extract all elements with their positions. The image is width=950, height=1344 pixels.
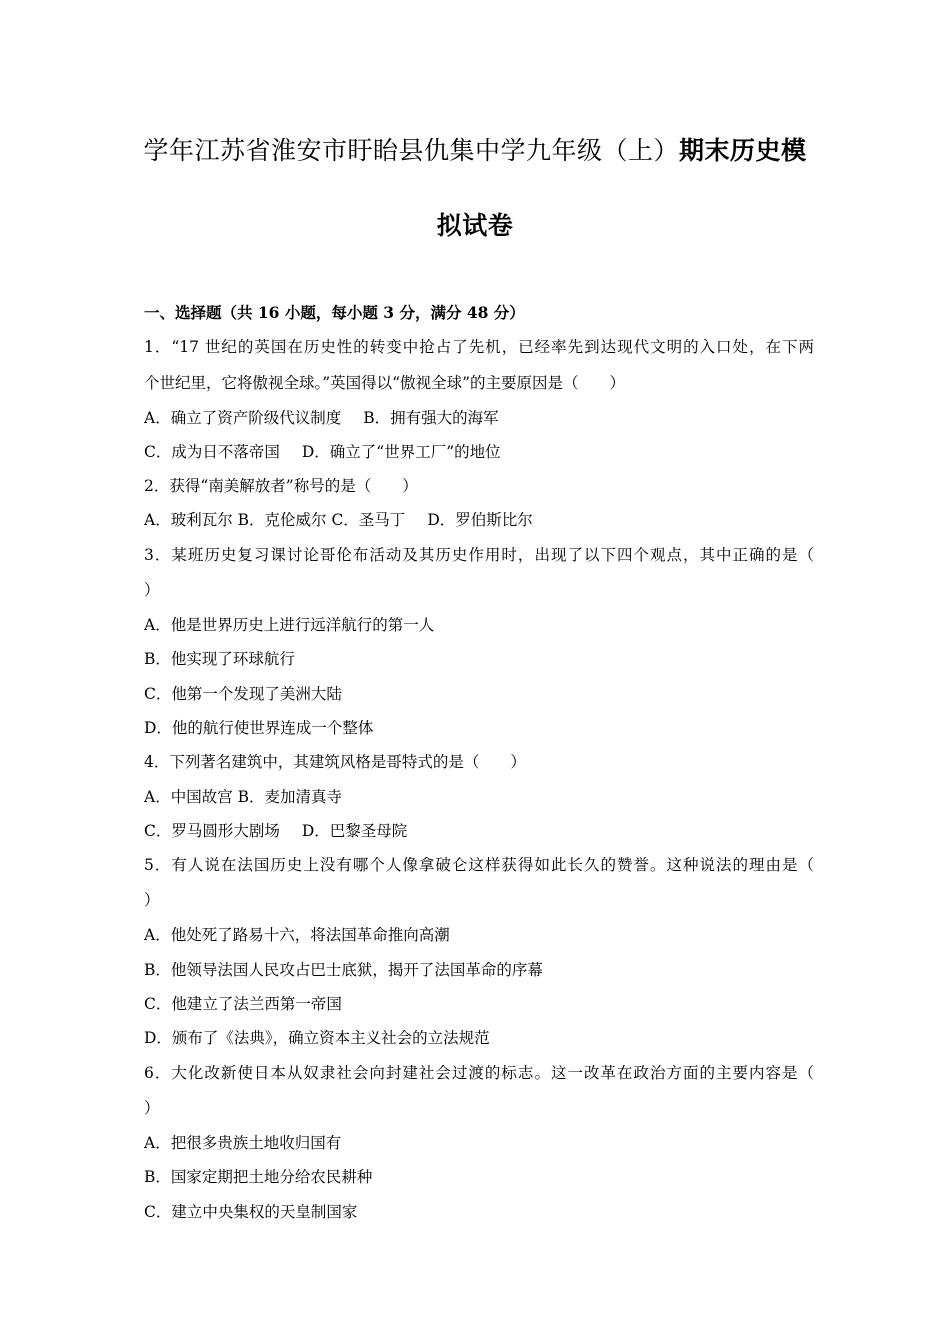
question-3-option-b: B．他实现了环球航行 <box>144 650 295 669</box>
question-5-option-c: C．他建立了法兰西第一帝国 <box>144 995 342 1014</box>
question-4-option-d: D．巴黎圣母院 <box>301 821 408 840</box>
question-3-stem-line-1: 3．某班历史复习课讨论哥伦布活动及其历史作用时，出现了以下四个观点，其中正确的是（ <box>144 545 814 564</box>
question-2-option-d: D．罗伯斯比尔 <box>427 511 533 530</box>
question-1-option-c: C．成为日不落帝国 <box>144 442 280 461</box>
question-1-option-d: D．确立了“世界工厂”的地位 <box>301 442 501 461</box>
question-3-stem-line-2: ） <box>144 581 160 600</box>
question-2-options-abc: A．玻利瓦尔 B．克伦威尔 C．圣马丁 <box>144 511 406 530</box>
question-2-stem: 2．获得“南美解放者”称号的是（ ） <box>144 477 418 496</box>
question-1-stem-line-1: 1．“17 世纪的英国在历史性的转变中抢占了先机，已经率先到达现代文明的入口处，在下两 <box>144 338 814 357</box>
question-5-option-d: D．颁布了《法典》，确立资本主义社会的立法规范 <box>144 1029 490 1048</box>
exam-title-bold: 期末历史模 <box>679 136 807 165</box>
question-1-options-row-2 <box>144 435 814 469</box>
exam-title-line-2: 拟试卷 <box>436 211 514 240</box>
question-3-option-a: A．他是世界历史上进行远洋航行的第一人 <box>144 616 435 635</box>
exam-title-regular: 学年江苏省淮安市盱眙县仇集中学九年级（上） <box>143 136 679 165</box>
question-6-stem-line-1: 6．大化改新使日本从奴隶社会向封建社会过渡的标志。这一改革在政治方面的主要内容是（ <box>144 1063 814 1082</box>
question-3-option-d: D．他的航行使世界连成一个整体 <box>144 718 374 737</box>
question-5-stem-line-2: ） <box>144 891 160 910</box>
question-4-option-c: C．罗马圆形大剧场 <box>144 821 280 840</box>
question-6-stem-line-2: ） <box>144 1098 160 1117</box>
question-6-option-b: B．国家定期把土地分给农民耕种 <box>144 1168 373 1187</box>
question-1-options-row-1 <box>144 401 814 435</box>
question-1-stem-line-2: 个世纪里，它将傲视全球。”英国得以“傲视全球”的主要原因是（ ） <box>144 373 626 392</box>
question-4-stem: 4．下列著名建筑中，其建筑风格是哥特式的是（ ） <box>144 753 526 772</box>
question-6-option-a: A．把很多贵族土地收归国有 <box>144 1133 342 1152</box>
question-2-options-row <box>144 503 814 537</box>
question-1-option-b: B．拥有强大的海军 <box>363 408 499 427</box>
question-5-option-a: A．他处死了路易十六，将法国革命推向高潮 <box>144 926 450 945</box>
question-6-option-c: C．建立中央集权的天皇制国家 <box>144 1202 358 1221</box>
exam-title-line-1 <box>0 131 950 167</box>
question-1-option-a: A．确立了资产阶级代议制度 <box>144 408 342 427</box>
question-4-options-row-2 <box>144 814 814 848</box>
exam-content <box>144 296 814 1229</box>
question-3-option-c: C．他第一个发现了美洲大陆 <box>144 684 342 703</box>
question-5-stem-line-1: 5．有人说在法国历史上没有哪个人像拿破仑这样获得如此长久的赞誉。这种说法的理由是（ <box>144 856 814 875</box>
question-4-options-row-1: A．中国故宫 B．麦加清真寺 <box>144 787 343 806</box>
section-heading: 一、选择题（共 16 小题，每小题 3 分，满分 48 分） <box>144 303 525 322</box>
question-5-option-b: B．他领导法国人民攻占巴士底狱，揭开了法国革命的序幕 <box>144 960 543 979</box>
